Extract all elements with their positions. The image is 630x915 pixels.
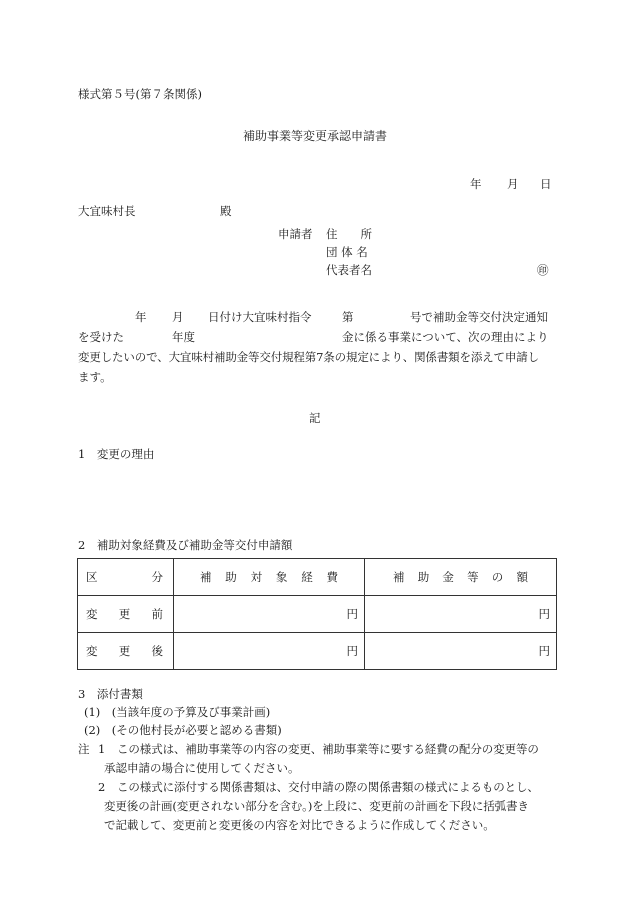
row-label-before <box>78 596 174 633</box>
note-2-line-2: 変更後の計画(変更されない部分を含む。)を上段に、変更前の計画を下段に括弧書き <box>104 799 529 813</box>
table-row-before <box>78 596 557 633</box>
header-cost-char: 対 <box>250 570 263 584</box>
note-1-line-2: 承認申請の場合に使用してください。 <box>104 761 300 775</box>
row-label-char: 変 <box>86 644 98 658</box>
header-cost-char: 補 <box>200 570 212 584</box>
addressee-name: 大宜味村長 <box>78 204 136 218</box>
amount-before-cell[interactable] <box>365 596 557 633</box>
row-label-char: 変 <box>86 607 98 621</box>
body-line2-nendo: 年度 <box>172 330 195 344</box>
row-label-char: 更 <box>118 607 131 621</box>
body-line4: ます。 <box>78 370 112 384</box>
seal-mark: ㊞ <box>537 263 549 277</box>
addressee-honorific: 殿 <box>220 204 232 218</box>
header-category-char: 分 <box>151 570 163 584</box>
attachment-item-1: (1) (当該年度の予算及び事業計画) <box>84 705 271 719</box>
header-category <box>78 559 174 596</box>
header-category-char: 区 <box>86 570 98 584</box>
table-row-after <box>78 633 557 670</box>
header-eligible-cost <box>174 559 365 596</box>
note-1-line-1: この様式は、補助事業等の内容の変更、補助事業等に要する経費の配分の変更等の <box>117 742 539 756</box>
note-1-number: 1 <box>98 742 106 756</box>
yen-unit: 円 <box>346 644 358 658</box>
cost-before-cell[interactable] <box>174 596 365 633</box>
cost-after-cell[interactable] <box>174 633 365 670</box>
yen-unit: 円 <box>538 644 550 658</box>
yen-unit: 円 <box>346 607 358 621</box>
note-2-line-1: この様式に添付する関係書類は、交付申請の際の関係書類の様式によるものとし、 <box>117 780 539 794</box>
note-2-line-3: で記載して、変更前と変更後の内容を対比できるように作成してください。 <box>104 818 495 832</box>
header-subsidy-amount <box>365 559 557 596</box>
applicant-address-label: 住 所 <box>326 227 372 241</box>
body-line2-start: を受けた <box>78 330 124 344</box>
applicant-label: 申請者 <box>278 227 313 241</box>
section-3-heading: 3 添付書類 <box>78 687 143 701</box>
row-label-after <box>78 633 174 670</box>
amount-after-cell[interactable] <box>365 633 557 670</box>
header-amount-char: の <box>491 570 504 584</box>
body-year: 年 <box>135 310 147 324</box>
amount-table <box>77 558 557 670</box>
ki-heading: 記 <box>309 411 321 425</box>
yen-unit: 円 <box>538 607 550 621</box>
header-amount-char: 金 <box>442 570 454 584</box>
header-amount-char: 補 <box>393 570 405 584</box>
row-label-char: 前 <box>151 607 163 621</box>
header-amount-char: 助 <box>417 570 430 584</box>
header-amount-char: 額 <box>516 570 528 584</box>
table-header-row <box>78 559 557 596</box>
row-label-char: 後 <box>151 644 163 658</box>
applicant-org-label: 団 体 名 <box>326 245 368 259</box>
body-month: 月 <box>172 310 184 324</box>
date-year-label: 年 <box>470 177 482 191</box>
header-cost-char: 費 <box>326 570 338 584</box>
body-line2-rest: 金に係る事業について、次の理由により <box>342 330 549 344</box>
header-amount-char: 等 <box>467 570 479 584</box>
form-number: 様式第５号(第７条関係) <box>78 87 202 101</box>
header-cost-char: 助 <box>225 570 237 584</box>
note-2-number: 2 <box>98 780 106 794</box>
header-cost-char: 象 <box>275 570 288 584</box>
applicant-rep-label: 代表者名 <box>326 263 372 277</box>
date-day-label: 日 <box>540 177 552 191</box>
row-label-char: 更 <box>118 644 131 658</box>
body-line3: 変更したいので、大宜味村補助金等交付規程第7条の規定により、関係書類を添えて申請し <box>78 350 539 364</box>
document-title: 補助事業等変更承認申請書 <box>243 129 388 143</box>
section-2-heading: 2 補助対象経費及び補助金等交付申請額 <box>78 538 293 552</box>
notes-prefix: 注 <box>78 742 90 756</box>
body-line1-rest: 号で補助金等交付決定通知 <box>410 310 548 324</box>
body-dai: 第 <box>342 310 354 324</box>
body-dated-directive: 日付け大宜味村指令 <box>208 310 312 324</box>
section-1-heading: 1 変更の理由 <box>78 447 155 461</box>
attachment-item-2: (2) (その他村長が必要と認める書類) <box>84 723 282 737</box>
header-cost-char: 経 <box>301 570 313 584</box>
date-month-label: 月 <box>507 177 519 191</box>
